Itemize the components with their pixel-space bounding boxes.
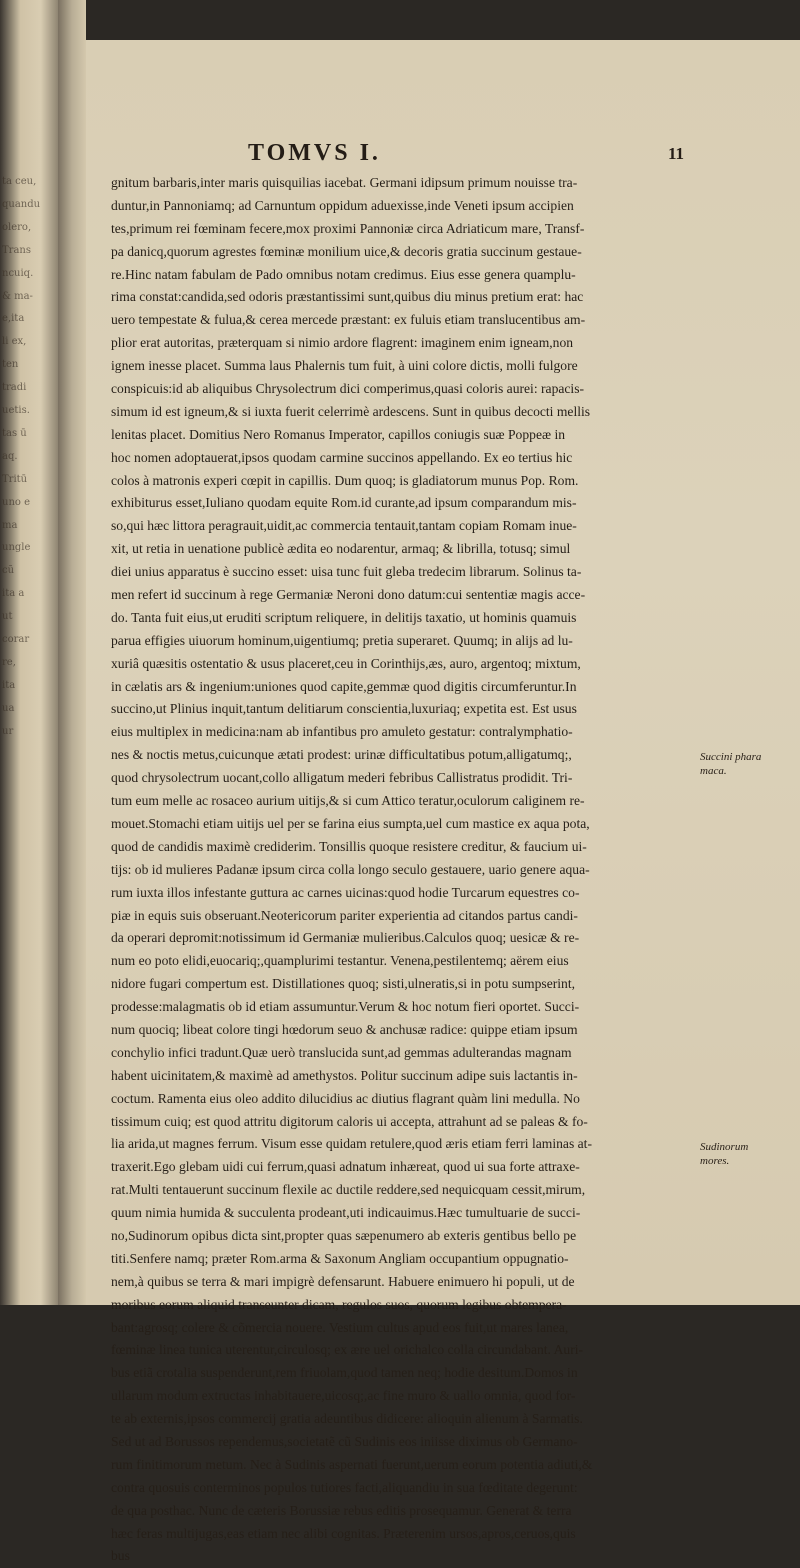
text-line: parua effigies uiuorum hominum,uigentiumq; pretia superaret. Quumq; in alijs ad lu- [111, 632, 573, 648]
text-line: lia arida,ut magnes ferrum. Visum esse quidam retulere,quod æris etiam ferri laminas at- [111, 1136, 592, 1152]
text-line: hæc feras multijugas,eas etiam nec alibi cognitas. Præterenim ursos,apros,ceruos,quis [111, 1525, 576, 1541]
facing-page-fragment: uetis. [2, 405, 30, 416]
text-line: tes,primum rei fœminam fecere,mox proximi Pannoniæ circa Adriaticum mare, Transf- [111, 220, 585, 236]
text-line: tijs: ob id mulieres Padanæ ipsum circa colla longo seculo gestauere, uario genere aqua- [111, 861, 590, 877]
facing-page-fragment: ta ceu, [2, 176, 37, 187]
facing-page-fragment: quandu [2, 198, 41, 210]
text-line: eius multiplex in medicina:nam ab infantibus pro amuleto gestatur: contralymphatio- [111, 724, 573, 740]
text-line: exhibiturus esset,Iuliano quodam equite Rom.id curante,ad ipsum comparandum mis- [111, 495, 577, 511]
main-text-block [111, 172, 691, 1568]
text-line: te ab externis,ipsos commercij gratia adeuntibus didicere: alioquin alienum à Sarmatis. [111, 1411, 583, 1427]
marginal-note-line: maca. [700, 765, 727, 777]
text-line: da operari depromit:notissimum id Germaniæ mulieribus.Calculos quoq; uesicæ & re- [111, 930, 580, 946]
text-line: Sed ut ad Borussos rependemus,societatẽ cũ Sudinis eos iniisse diximus ob Germano- [111, 1433, 578, 1449]
marginal-note-line: mores. [700, 1155, 730, 1167]
text-line: habent uicinitatem,& maximè ad amethystos. Politur succinum adipe suis lactantis in- [111, 1067, 578, 1083]
facing-page-fragment: e,ita [2, 313, 25, 325]
text-line: num quociq; libeat colore tingi hœdorum seuo & anchusæ radice: quippe etiam ipsum [111, 1021, 578, 1037]
text-line: xuriâ quæsitis ostentatio & usus placeret,ceu in Corinthijs,æs, auro, argentoq; mixtum, [111, 655, 581, 671]
facing-page-fragment: olero, [2, 221, 32, 233]
text-line: hoc nomen adoptauerat,ipsos quodam carmine succinos appellando. Ex eo tertius hic [111, 449, 573, 465]
text-line: fœminæ linea tunica uterentur,circulosq; ex ære uel orichalco colla circundabant. Auri- [111, 1342, 584, 1358]
text-line: nes & noctis metus,cuicunque ætati prodest: urinæ difficultatibus potum,alligatumq;, [111, 747, 572, 763]
text-line: ignem inesse placet. Summa laus Phalernis tum fuit, à uini colore dictis, molli fulgore [111, 358, 578, 374]
page-header [110, 138, 690, 172]
text-line: tum eum melle ac rosaceo aurium uitijs,& si cum Attico teratur,oculorum caliginem re- [111, 793, 585, 809]
facing-page-fragment: aq. [2, 450, 18, 462]
text-line: xit, ut retia in uenatione publicè ædita eo nodarentur, armaq; & librilla, totusq; simul [111, 541, 571, 557]
text-line: de qua posthac. Nunc de cæteris Borussiæ rebus editis prosequamur. Generat & terra [111, 1502, 572, 1518]
text-line: coctum. Ramenta eius oleo addito dilucidius ac diutius flagrant quàm lini medulla. No [111, 1090, 580, 1106]
text-line: succino,ut Plinius inquit,tantum delitiarum conscientia,luxuriaq; expetita est. Est usus [111, 701, 577, 717]
facing-page-fragment: ita [2, 679, 16, 691]
marginal-note-succini [700, 750, 761, 778]
text-line: conchylio infici tradunt.Quæ uerò translucida sunt,ad gemmas adulterandas magnam [111, 1044, 572, 1060]
facing-page-edge [0, 0, 58, 1305]
text-line: pa danicq,quorum agrestes fœminæ monilium uice,& decoris gratia succinum gestaue- [111, 243, 582, 259]
text-line: lenitas placet. Domitius Nero Romanus Imperator, capillos coniugis suæ Poppeæ in [111, 426, 566, 442]
text-line: plior erat autoritas, præterquam si nimio ardore flagrent: imaginem enim igneam,non [111, 335, 574, 351]
text-line: uero tempestate & fulua,& cerea mercede præstant: ex fuluis etiam translucentibus am- [111, 312, 586, 328]
text-line: mouet.Stomachi etiam uitijs uel per se farina eius sumpta,uel cum mastice ex aqua pota, [111, 815, 590, 831]
facing-page-fragment: li ex, [2, 336, 27, 348]
text-line: contra quosuis conterminos populos tutiores facti,aliquandiu in sua fœditate degerunt: [111, 1479, 578, 1495]
marginal-note-line: Succini phara [700, 751, 762, 763]
text-line: men refert id succinum à rege Germaniæ Neroni dono datum:cui sententiæ magis acce- [111, 587, 586, 603]
text-line: quod de candidis maximè crediderim. Tonsillis quoque resistere creditur, & faucium ui- [111, 838, 587, 854]
marginal-note-sudinorum [700, 1140, 748, 1168]
facing-page-fragment: cũ [2, 565, 15, 577]
text-line: bus etiã crotalia suspenderunt,rem friuolam,quod tamen neq; hodie desitum.Domos in [111, 1365, 578, 1381]
book-gutter [58, 0, 86, 1305]
text-line: piæ in equis suis obseruant.Neotericorum pariter experientia ad citandos partus candi- [111, 907, 578, 923]
text-line: titi.Senfere namq; præter Rom.arma & Saxonum Angliam occupantium oppugnatio- [111, 1250, 569, 1266]
running-head: TOMVS I. [248, 140, 381, 166]
text-line: rum iuxta illos infestante guttura ac carnes uicinas:quod hodie Turcarum equestres co- [111, 884, 580, 900]
facing-page-fragment: ten [2, 359, 19, 371]
facing-page-fragment: ncuiq. [2, 267, 34, 279]
facing-page-fragment: ita a [2, 588, 25, 600]
facing-page-fragment: ua [2, 702, 15, 714]
text-line: moribus eorum aliquid transeunter dicam, regulos suos, quorum legibus obtempera- [111, 1296, 567, 1312]
text-line: rat.Multi tentauerunt succinum flexile ac ductile reddere,sed nequicquam cessit,mirum, [111, 1182, 586, 1198]
text-line: nem,à quibus se terra & mari impigrè defensarunt. Habuere enimuero hi populi, ut de [111, 1273, 575, 1289]
text-line: colos à matronis experi cœpit in capillis. Dum quoq; is gladiatorum munus Pop. Rom. [111, 472, 579, 488]
text-line: diei unius apparatus è succino esset: uisa tunc fuit gleba tredecim librarum. Solinus ta- [111, 564, 582, 580]
facing-page-fragment: ungle [2, 542, 31, 554]
facing-page-fragment: uno e [2, 496, 30, 508]
text-line: conspicuis:id ab aliquibus Chrysolectrum dici comperimus,quasi coloris aurei: rapacis- [111, 381, 585, 397]
text-line: duntur,in Pannoniamq; ad Carnuntum oppidum aduexisse,inde Veneti ipsum accipien [111, 197, 574, 213]
facing-page-fragment: ur [2, 725, 14, 737]
facing-page-fragment: Trans [2, 244, 31, 256]
text-line: num eo poto elidi,euocariq;,quamplurimi testantur. Venena,pestilentemq; aërem eius [111, 953, 569, 969]
text-line: ullarum modum extructas inhabitauere,uicosq;,ac fine muro & uallo omnia, quod for- [111, 1388, 576, 1404]
facing-page-fragment: re, [2, 656, 16, 668]
text-line: in cælatis ars & ingenium:uniones quod capite,gemmæ quod digitis circumferuntur.In [111, 678, 577, 694]
facing-page-fragment: ut [2, 611, 13, 623]
text-line: no,Sudinorum opibus dicta sint,propter quas sæpenumero ab exteris gentibus bello pe [111, 1227, 577, 1243]
text-line: simum id est igneum,& si iuxta fuerit celerrimè ardescens. Sunt in quibus decocti mellis [111, 403, 591, 419]
text-line: nidore fugari compertum est. Distillationes quoq; sisti,ulneratis,si in potu sumpserint, [111, 976, 576, 992]
text-line: traxerit.Ego glebam uidi cui ferrum,quasi adnatum inhæreat, quod ui sua forte attraxe- [111, 1159, 580, 1175]
text-line: prodesse:malagmatis ob id etiam assumuntur.Verum & hoc notum fieri oportet. Succi- [111, 999, 580, 1015]
text-line: quod chrysolectrum uocant,collo alligatum mederi febribus Callistratus prodidit. Tri- [111, 770, 573, 786]
facing-page-fragment: tas ū [2, 427, 27, 439]
text-line: quum nimia humida & succulenta prodeant,uti indicauimus.Hæc tumultuarie de succi- [111, 1205, 581, 1221]
text-line: so,qui hæc littora peragrauit,uidit,ac commercia tentauit,tantam copiam Romam inue- [111, 518, 577, 534]
text-line: rima constat:candida,sed odoris præstantissimi sunt,quibus diu minus pretium erat: hac [111, 289, 584, 305]
facing-page-fragment: ma [2, 519, 18, 531]
text-line: bant:agrosq; colere & cõmercia nouere. Vestium cultus apud eos fuit,ut mares lanea, [111, 1319, 569, 1335]
facing-page-fragment: corar [2, 634, 30, 645]
text-line: re.Hinc natam fabulam de Pado omnibus notam credimus. Eius esse genera quamplu- [111, 266, 576, 282]
text-line: bus [111, 1548, 130, 1564]
marginal-note-line: Sudinorum [700, 1141, 749, 1153]
facing-page-fragment: Tritū [2, 473, 28, 485]
facing-page-fragment: tradi [2, 382, 27, 394]
text-line: gnitum barbaris,inter maris quisquilias iacebat. Germani idipsum primum nouisse tra- [111, 175, 578, 190]
folio-number: 11 [667, 144, 684, 163]
facing-page-fragment: & ma- [2, 290, 33, 302]
text-line: tissimum cuiq; est quod attritu digitorum caloris ui accepta, attrahunt ad se paleas & fo- [111, 1113, 588, 1129]
text-line: rum finitimorum metum. Nec à Sudinis aspernati fuerunt,uerum eorum potentia adiuti,& [111, 1456, 593, 1472]
text-line: do. Tanta fuit eius,ut eruditi scriptum reliquere, in delitijs taxatio, ut hominis quamuis [111, 609, 577, 625]
